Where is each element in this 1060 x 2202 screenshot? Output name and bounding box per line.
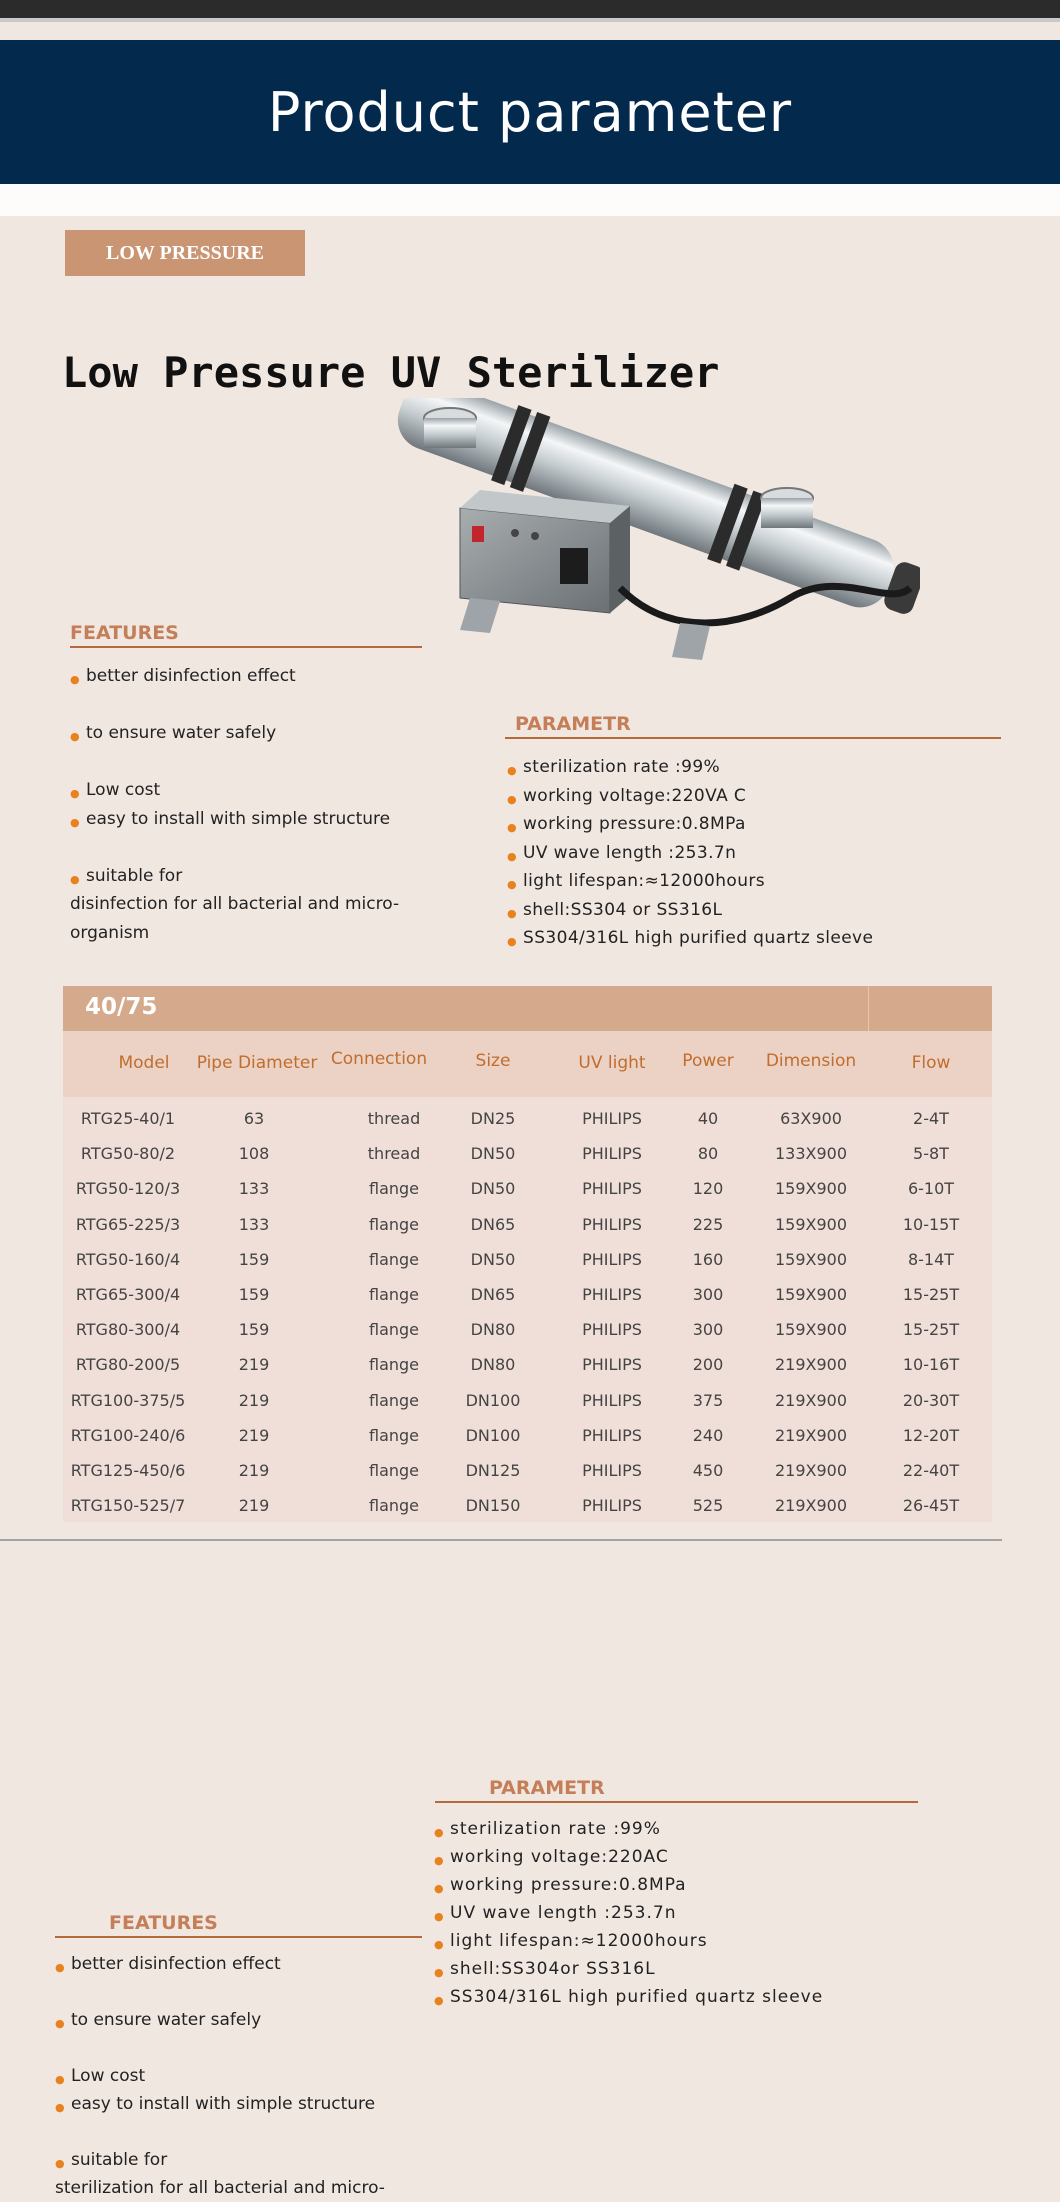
column-header: Flow [911,1053,951,1073]
feature-item: ● suitable for [55,2146,385,2174]
table-cell: RTG50-80/2 [80,1144,176,1164]
table-cell: flange [368,1179,420,1199]
parameter-item: ● shell:SS304 or SS316L [507,896,873,925]
table-cell: flange [368,1496,420,1516]
table-cell: 159X900 [774,1249,848,1269]
table-caption-bar [63,986,992,1031]
parameter-item: ● working pressure:0.8MPa [434,1871,823,1899]
table-cell: 63 [243,1109,265,1128]
table-cell: 159X900 [774,1285,848,1304]
table-cell: 26-45T [902,1496,960,1516]
table-cell: 133 [238,1214,270,1234]
table-cell: 219 [238,1496,270,1516]
table-cell: 159X900 [774,1320,848,1340]
column-header: Connection [330,1049,428,1069]
table-cell: 300 [692,1320,724,1340]
table-cell: 159X900 [774,1179,848,1199]
table-cell: RTG65-225/3 [75,1214,181,1234]
table-cell: 300 [692,1285,724,1304]
table-cell: thread [367,1144,421,1164]
table-cell: DN100 [465,1425,521,1445]
feature-item: ● suitable for [70,862,399,891]
table-cell: PHILIPS [582,1285,642,1304]
table-cell: DN65 [470,1285,516,1304]
table-cell: RTG80-200/5 [75,1355,181,1375]
table-cell: 159 [238,1249,270,1269]
table-cell: 5-8T [913,1144,949,1164]
table-cell: RTG125-450/6 [70,1461,186,1480]
table-cell: 159X900 [774,1214,848,1234]
parameter-item: ● sterilization rate :99% [434,1815,823,1843]
table-cell: thread [367,1109,421,1128]
table-cell: DN50 [470,1144,516,1164]
table-cell: 15-25T [902,1285,960,1304]
feature-item: ● to ensure water safely [70,719,399,748]
parameter-heading: PARAMETR [505,713,1001,739]
table-cell: PHILIPS [582,1320,642,1340]
table-cell: RTG25-40/1 [80,1109,176,1128]
table-cell: RTG50-120/3 [75,1179,181,1199]
column-header: Dimension [765,1051,857,1071]
table-cell: 10-16T [902,1355,960,1375]
features-heading: FEATURES [70,622,422,648]
table-cell: 10-15T [902,1214,960,1234]
column-header: Model [118,1053,170,1073]
column-header: Pipe Diameter [196,1053,318,1073]
section-divider [0,1539,1002,1541]
table-cell: PHILIPS [582,1425,642,1445]
top-divider [0,18,1060,22]
table-cell: flange [368,1425,420,1445]
feature-continuation: organism [70,922,150,943]
table-cell: 63X900 [780,1109,842,1128]
table-cell: RTG65-300/4 [75,1285,181,1304]
table-caption: 40/75 [85,994,158,1020]
table-cell: DN100 [465,1390,521,1410]
table-cell: flange [368,1214,420,1234]
table-cell: DN125 [465,1461,521,1480]
feature-continuation: disinfection for all bacterial and micro- [70,894,400,914]
features-list [70,662,399,947]
table-cell: DN150 [465,1496,521,1516]
table-cell: 80 [697,1144,719,1164]
table-cell: PHILIPS [582,1355,642,1375]
table-cell: 22-40T [902,1461,960,1480]
page-title: Product parameter [267,80,793,144]
table-cell: 225 [692,1214,724,1234]
page-header [0,40,1060,184]
table-header-row [63,1031,992,1097]
table-cell: 200 [692,1355,724,1375]
table-cell: 8-14T [907,1249,955,1269]
table-cell: flange [368,1461,420,1480]
table-cell: PHILIPS [582,1249,642,1269]
table-cell: 20-30T [902,1390,960,1410]
feature-item: ● easy to install with simple structure [55,2090,385,2118]
table-cell: PHILIPS [582,1179,642,1199]
table-cell: 219 [238,1461,270,1480]
table-cell: PHILIPS [582,1390,642,1410]
table-cell: 160 [692,1249,724,1269]
table-cell: RTG100-240/6 [70,1425,186,1445]
column-header: Size [475,1051,511,1071]
table-cell: flange [368,1390,420,1410]
feature-item: ● to ensure water safely [55,2006,385,2034]
table-cell: PHILIPS [582,1214,642,1234]
parameter-list [507,753,873,953]
parameter-item: ● sterilization rate :99% [507,753,873,782]
parameter-item: ● working voltage:220AC [434,1843,823,1871]
table-cell: 15-25T [902,1320,960,1340]
table-cell: RTG100-375/5 [70,1390,186,1410]
table-cell: 40 [697,1109,719,1128]
feature-item: ● better disinfection effect [55,1950,385,1978]
table-cell: 219 [238,1390,270,1410]
table-cell: 2-4T [913,1109,949,1128]
table-cell: 6-10T [907,1179,955,1199]
table-cell: 159 [238,1285,270,1304]
parameter-item: ● light lifespan:≈12000hours [434,1927,823,1955]
table-cell: flange [368,1249,420,1269]
parameter-item: ● UV wave length :253.7n [434,1899,823,1927]
table-cell: 133 [238,1179,270,1199]
table-cell: DN50 [470,1179,516,1199]
parameter-item: ● working voltage:220VA C [507,782,873,811]
table-cell: 219 [238,1355,270,1375]
table-cell: DN80 [470,1320,516,1340]
table-cell: 219X900 [774,1390,848,1410]
column-header: Power [682,1051,734,1071]
table-cell: 219X900 [774,1355,848,1375]
feature-item: ● better disinfection effect [70,662,399,691]
table-cell: 219X900 [774,1425,848,1445]
header-spacer [0,184,1060,216]
top-bar [0,0,1060,18]
table-cell: DN80 [470,1355,516,1375]
table-cell: 450 [692,1461,724,1480]
table-cell: 108 [238,1144,270,1164]
column-header: UV light [578,1053,646,1073]
table-cell: flange [368,1320,420,1340]
table-cell: 133X900 [774,1144,848,1164]
feature-continuation: sterilization for all bacterial and micro- [55,2178,385,2198]
table-cell: DN65 [470,1214,516,1234]
table-cell: PHILIPS [582,1461,642,1480]
table-cell: 219 [238,1425,270,1445]
table-cell: RTG150-525/7 [70,1496,186,1516]
features-heading-2: FEATURES [55,1912,422,1938]
table-cell: PHILIPS [582,1496,642,1516]
product-title: Low Pressure UV Sterilizer [62,348,720,397]
table-cell: flange [368,1285,420,1304]
table-cell: RTG50-160/4 [75,1249,181,1269]
table-cell: 159 [238,1320,270,1340]
table-cell: flange [368,1355,420,1375]
parameter-heading-2: PARAMETR [435,1777,918,1803]
uv-sterilizer-image [350,398,920,678]
table-cell: 375 [692,1390,724,1410]
parameter-item: ● UV wave length :253.7n [507,839,873,868]
table-cell: DN25 [470,1109,516,1128]
table-cell: 120 [692,1179,724,1199]
parameter-item: ● SS304/316L high purified quartz sleeve [434,1983,823,2011]
table-cell: 219X900 [774,1496,848,1516]
parameter-list-2 [434,1815,823,2011]
feature-item: ● Low cost [55,2062,385,2090]
parameter-item: ● shell:SS304or SS316L [434,1955,823,1983]
table-cell: DN50 [470,1249,516,1269]
spec-table [63,986,992,1522]
parameter-item: ● light lifespan:≈12000hours [507,867,873,896]
parameter-item: ● working pressure:0.8MPa [507,810,873,839]
table-cell: 525 [692,1496,724,1516]
feature-item: ● Low cost [70,776,399,805]
table-cell: PHILIPS [582,1109,642,1128]
features-list-2 [55,1950,385,2202]
table-cell: PHILIPS [582,1144,642,1164]
table-cell: 219X900 [774,1461,848,1480]
table-cell: 12-20T [902,1425,960,1445]
table-cell: 240 [692,1425,724,1445]
table-cell: RTG80-300/4 [75,1320,181,1340]
category-badge: LOW PRESSURE [65,230,305,276]
feature-item: ● easy to install with simple structure [70,805,399,834]
parameter-item: ● SS304/316L high purified quartz sleeve [507,924,873,953]
